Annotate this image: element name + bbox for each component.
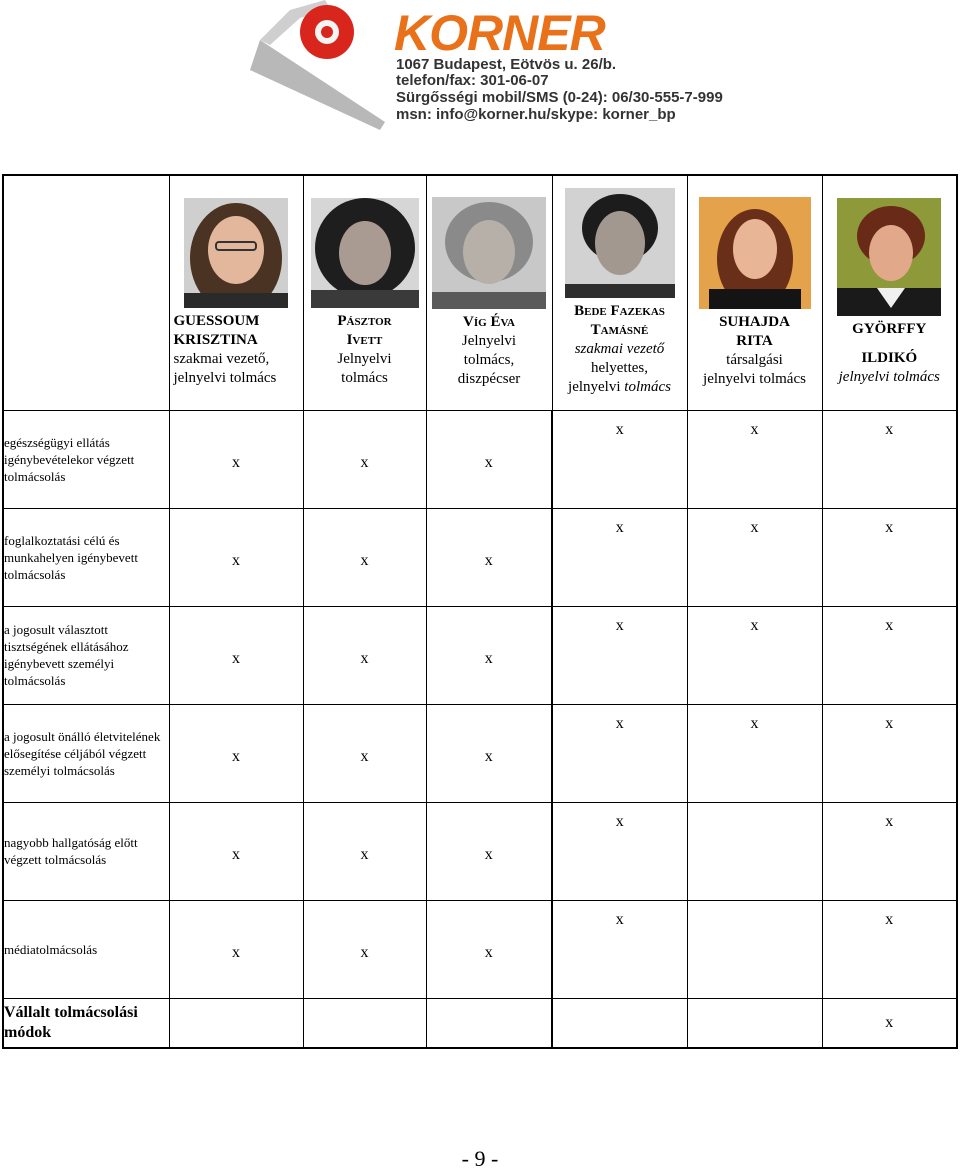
- person-header-3: [426, 175, 552, 410]
- person-role: szakmai vezető: [574, 341, 665, 358]
- person-caption-6: [823, 316, 957, 393]
- person-header-5: [687, 175, 822, 410]
- person-caption-2: [304, 308, 426, 394]
- service-label: nagyobb hallgatóság előtt végzett tolmácsolás: [3, 802, 169, 900]
- table-row: [3, 704, 957, 802]
- service-label: a jogosult választott tisztségének ellátásához igénybevett személyi tolmácsolás: [3, 606, 169, 704]
- role-part: tolmács: [624, 379, 671, 396]
- person-role: társalgási: [726, 351, 783, 368]
- person-name: SUHAJDA: [719, 313, 790, 330]
- role-part: jelnyelvi: [568, 379, 625, 396]
- mark-cell: x: [822, 704, 957, 802]
- person-photo-5: [699, 197, 811, 309]
- mark-cell: [303, 998, 426, 1048]
- address-line: 1067 Budapest, Eötvös u. 26/b.: [396, 56, 617, 73]
- service-label: médiatolmácsolás: [3, 900, 169, 998]
- mark-cell: x: [169, 606, 303, 704]
- mark-cell: x: [822, 410, 957, 508]
- person-role: tolmács,: [463, 351, 515, 368]
- person-role: jelnyelvi tolmács: [173, 369, 277, 386]
- interpreter-table: [2, 174, 958, 1049]
- page-number: - 9 -: [461, 1146, 499, 1171]
- service-label: egészségügyi ellátás igénybevételekor végzett tolmácsolás: [3, 410, 169, 508]
- mark-cell: [426, 998, 552, 1048]
- person-name: KRISZTINA: [173, 331, 258, 348]
- mark-cell: x: [169, 900, 303, 998]
- person-role: [555, 378, 685, 397]
- mark-cell: [687, 802, 822, 900]
- person-role: szakmai vezető,: [173, 350, 270, 367]
- mark-cell: [687, 900, 822, 998]
- mark-cell: x: [303, 900, 426, 998]
- person-header-2: [303, 175, 426, 410]
- service-label: foglalkoztatási célú és munkahelyen igénybevett tolmácsolás: [3, 508, 169, 606]
- mark-cell: x: [687, 410, 822, 508]
- mark-cell: x: [552, 802, 687, 900]
- header-row: [3, 175, 957, 410]
- mark-cell: x: [822, 606, 957, 704]
- brand-name: KORNER: [394, 5, 605, 61]
- person-role: jelnyelvi tolmács: [703, 370, 806, 387]
- person-photo-4: [565, 188, 675, 298]
- mark-cell: x: [687, 606, 822, 704]
- person-header-1: [169, 175, 303, 410]
- mark-cell: x: [822, 802, 957, 900]
- person-name: ILDIKÓ: [861, 350, 918, 367]
- mark-cell: x: [426, 606, 552, 704]
- mark-cell: x: [426, 508, 552, 606]
- msn-line: msn: info@korner.hu/skype: korner_bp: [396, 106, 676, 123]
- service-label: a jogosult önálló életvitelének elősegítése céljából végzett személyi tolmácsolás: [3, 704, 169, 802]
- person-role: Jelnyelvi: [337, 350, 392, 367]
- mark-cell: x: [169, 410, 303, 508]
- mark-cell: x: [426, 704, 552, 802]
- person-name: RITA: [736, 332, 773, 349]
- service-label: Vállalt tolmácsolási módok: [3, 998, 169, 1048]
- table-row: [3, 410, 957, 508]
- person-name: GUESSOUM: [173, 312, 260, 329]
- mark-cell: x: [169, 704, 303, 802]
- mark-cell: x: [169, 508, 303, 606]
- person-caption-4: [553, 298, 687, 403]
- mark-cell: x: [426, 900, 552, 998]
- table-row: [3, 508, 957, 606]
- mark-cell: x: [303, 410, 426, 508]
- person-name: Ivett: [346, 331, 383, 348]
- person-role: Jelnyelvi: [461, 332, 517, 349]
- mark-cell: x: [552, 508, 687, 606]
- mark-cell: [552, 998, 687, 1048]
- mark-cell: x: [552, 900, 687, 998]
- mark-cell: x: [552, 410, 687, 508]
- mark-cell: x: [822, 508, 957, 606]
- person-name: GYÖRFFY: [852, 321, 927, 338]
- table-row: [3, 900, 957, 998]
- letterhead: [0, 0, 960, 160]
- mark-cell: x: [822, 998, 957, 1048]
- person-photo-6: [837, 198, 941, 316]
- mark-cell: x: [552, 606, 687, 704]
- empty-corner-cell: [3, 175, 169, 410]
- person-name: Pásztor: [337, 312, 392, 329]
- mark-cell: x: [303, 802, 426, 900]
- person-name: Víg Éva: [463, 313, 515, 330]
- person-photo-1: [184, 198, 288, 308]
- mark-cell: x: [426, 410, 552, 508]
- table-row: [3, 802, 957, 900]
- person-role: helyettes,: [590, 360, 649, 377]
- person-role: jelnyelvi tolmács: [838, 369, 940, 386]
- person-photo-3: [432, 197, 546, 309]
- mark-cell: x: [687, 704, 822, 802]
- person-role: diszpécser: [457, 370, 521, 387]
- mark-cell: x: [169, 802, 303, 900]
- emergency-line: Sürgősségi mobil/SMS (0-24): 06/30-555-7-999: [396, 89, 723, 106]
- mark-cell: x: [303, 606, 426, 704]
- table-row: [3, 606, 957, 704]
- phone-line: telefon/fax: 301-06-07: [396, 72, 549, 89]
- person-caption-1: [170, 308, 303, 394]
- mark-cell: x: [303, 508, 426, 606]
- mark-cell: x: [822, 900, 957, 998]
- person-role: tolmács: [341, 369, 388, 386]
- mark-cell: x: [303, 704, 426, 802]
- person-name: Bede Fazekas: [574, 303, 665, 320]
- person-caption-5: [688, 309, 822, 395]
- mark-cell: x: [687, 508, 822, 606]
- mark-cell: x: [426, 802, 552, 900]
- korner-logo-icon: [230, 0, 400, 150]
- person-caption-3: [427, 309, 552, 395]
- person-header-6: [822, 175, 957, 410]
- mark-cell: x: [552, 704, 687, 802]
- person-name: Tamásné: [590, 322, 649, 339]
- person-header-4: [552, 175, 687, 410]
- mark-cell: [687, 998, 822, 1048]
- footer-row: [3, 998, 957, 1048]
- mark-cell: [169, 998, 303, 1048]
- person-photo-2: [311, 198, 419, 308]
